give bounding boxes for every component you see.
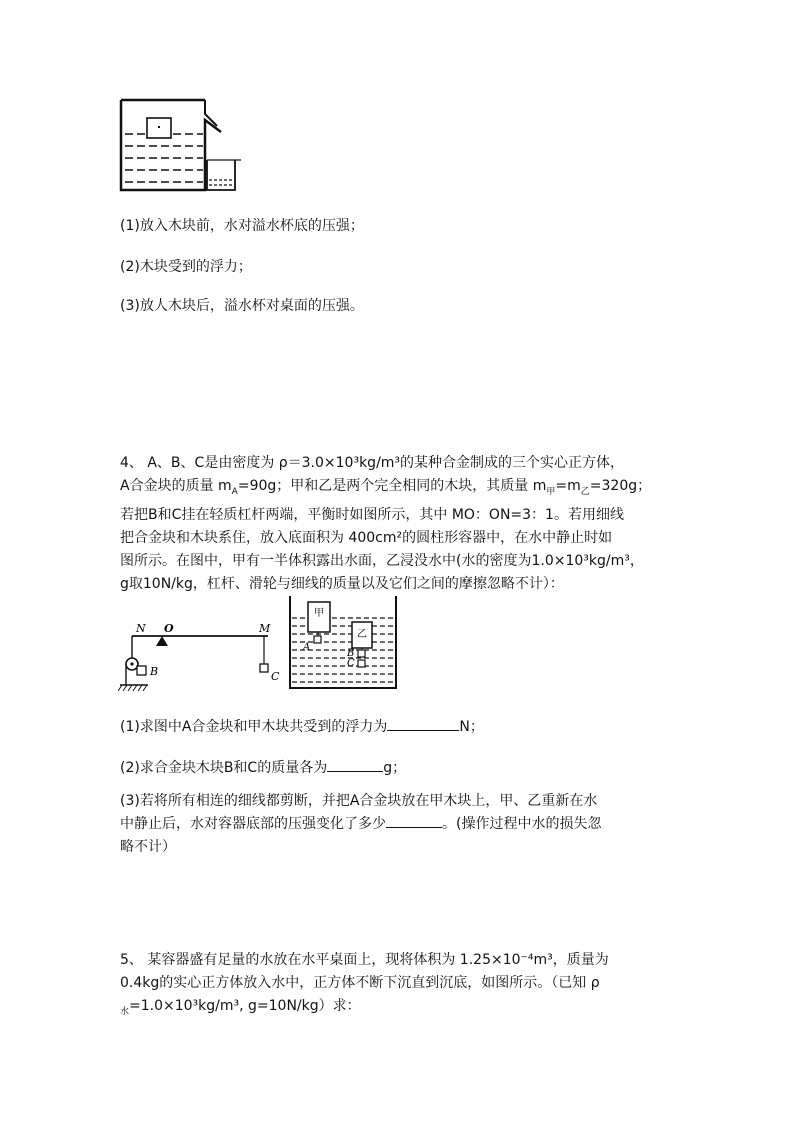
q4-line4: 把合金块和木块系住，放入底面积为 400cm²的圆柱形容器中，在水中静止时如 [120,529,613,546]
q3-sub2: (2)木块受到的浮力； [120,259,252,275]
q4-stem [120,452,680,596]
q4-sub2: (2)求合金块木块B和C的质量各为 g； [120,757,406,778]
label-B2: B [347,648,355,659]
q5-line2: 0.4kg的实心正方体放入水中，正方体不断下沉直到沉底，如图所示。（已知 ρ [120,975,600,991]
q4-line2: A合金块的质量 $m_A=90g$；甲和乙是两个完全相同的木块，其质量 $m_甲=m_乙=320g$； [120,478,652,497]
q4-sub1: (1)求图中A合金块和甲木块共受到的浮力为 N； [120,716,484,737]
label-C2: C [347,658,355,669]
q4-sub3: (3)若将所有相连的细线都剪断，并把A合金块放在甲木块上，甲、乙重新在水 中静止后，水对容器底部的压强变化了多少 。(操作过程中水的损失忽 略不计） [120,793,602,855]
q5-line1: 5、 某容器盛有足量的水放在水平桌面上，现将体积为 1.25×10⁻⁴m³，质量为 [120,952,609,968]
q5-line3: $_水$=1.0×10³kg/m³, g=10N/kg）求： [120,998,361,1017]
q4-line6: g取10N/kg，杠杆、滑轮与细线的质量以及它们之间的摩擦忽略不计）： [120,575,564,592]
q4-line5: 图所示。在图中，甲有一半体积露出水面，乙浸没水中(水的密度为1.0×10³kg/m³， [120,552,644,569]
q5-stem [120,949,680,1024]
q4-line3: 若把B和C挂在轻质杠杆两端，平衡时如图所示，其中 MO：ON=3：1。若用细线 [120,506,624,523]
label-N: N [136,622,146,635]
label-M: M [259,622,271,635]
q4-line1: 4、 A、B、C是由密度为 ρ＝3.0×10³kg/m³的某种合金制成的三个实心正方体， [120,455,625,471]
label-jia: 甲 [314,608,324,619]
label-yi: 乙 [357,629,367,640]
q3-sub3: (3)放人木块后，溢水杯对桌面的压强。 [120,298,364,314]
label-C: C [271,670,280,683]
q3-sub1: (1)放入木块前，水对溢水杯底的压强； [120,218,364,234]
lever-and-container-figure [118,592,403,694]
label-B: B [150,665,159,678]
label-A2: A [303,642,311,653]
overflow-cup-figure [115,96,250,194]
label-O: O [164,622,174,635]
